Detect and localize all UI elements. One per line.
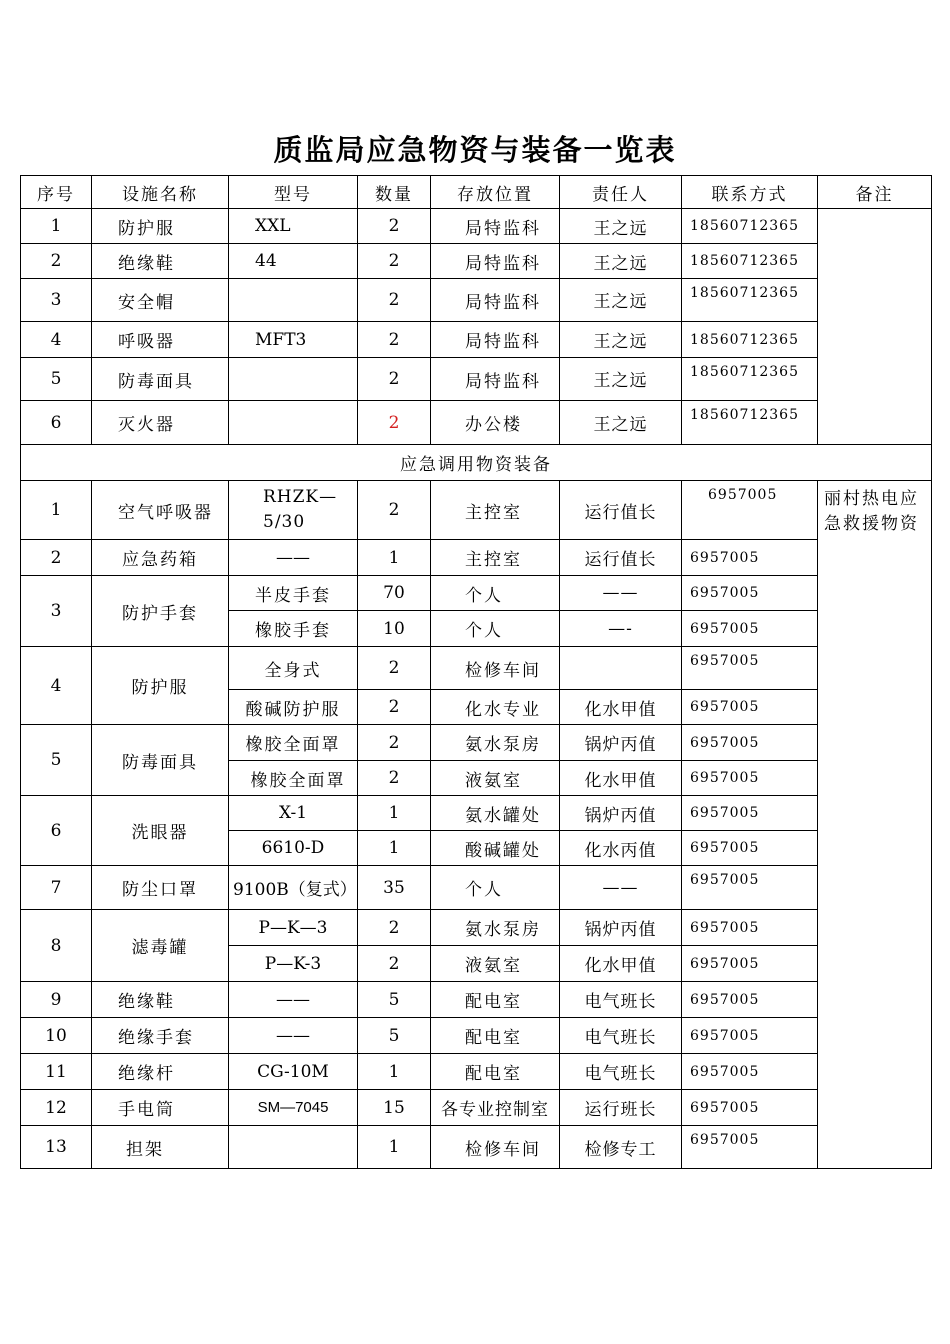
section-row	[21, 445, 932, 481]
item-model: RHZK—5/30	[229, 481, 358, 540]
item-name: 绝缘手套	[92, 1018, 229, 1054]
item-phone: 18560712365	[682, 358, 818, 401]
item-phone: 6957005	[682, 611, 818, 647]
row-number: 4	[21, 647, 92, 725]
item-name: 灭火器	[92, 401, 229, 445]
item-responsible: 王之远	[560, 358, 682, 401]
row-number: 10	[21, 1018, 92, 1054]
table-row	[21, 982, 932, 1018]
item-responsible: 电气班长	[560, 1054, 682, 1090]
item-model	[229, 401, 358, 445]
item-phone: 6957005	[682, 647, 818, 690]
item-qty: 2	[358, 910, 431, 946]
item-location: 酸碱罐处	[431, 831, 560, 866]
item-qty: 1	[358, 831, 431, 866]
item-name: 防护手套	[92, 576, 229, 647]
item-qty: 1	[358, 540, 431, 576]
item-phone: 6957005	[682, 1054, 818, 1090]
item-phone: 6957005	[682, 1090, 818, 1126]
item-location: 液氨室	[431, 946, 560, 982]
item-phone: 6957005	[682, 481, 818, 540]
header-row	[21, 176, 932, 209]
item-qty: 2	[358, 725, 431, 761]
item-phone: 6957005	[682, 576, 818, 611]
item-phone: 6957005	[682, 690, 818, 725]
item-name: 担架	[92, 1126, 229, 1169]
equipment-table	[20, 175, 932, 1169]
remark-cell	[818, 209, 932, 445]
item-responsible: 运行值长	[560, 481, 682, 540]
item-qty: 70	[358, 576, 431, 611]
item-model: SM—7045	[229, 1090, 358, 1126]
item-location: 氨水泵房	[431, 725, 560, 761]
item-model	[229, 279, 358, 322]
item-responsible	[560, 647, 682, 690]
item-name: 绝缘鞋	[92, 244, 229, 279]
item-location: 个人	[431, 611, 560, 647]
item-model: 橡胶手套	[229, 611, 358, 647]
row-number: 2	[21, 540, 92, 576]
item-responsible: 化水丙值	[560, 831, 682, 866]
item-model: P—K—3	[229, 910, 358, 946]
table-row	[21, 540, 932, 576]
item-model: 橡胶全面罩	[229, 725, 358, 761]
item-qty: 15	[358, 1090, 431, 1126]
item-phone: 6957005	[682, 540, 818, 576]
item-responsible: 化水甲值	[560, 761, 682, 796]
table-row	[21, 1090, 932, 1126]
item-responsible: ——	[560, 576, 682, 611]
item-model: ——	[229, 982, 358, 1018]
item-location: 局特监科	[431, 358, 560, 401]
row-number: 9	[21, 982, 92, 1018]
item-name: 防毒面具	[92, 725, 229, 796]
row-number: 8	[21, 910, 92, 982]
item-name: 防护服	[92, 647, 229, 725]
item-phone: 18560712365	[682, 401, 818, 445]
item-location: 局特监科	[431, 244, 560, 279]
item-qty: 1	[358, 1054, 431, 1090]
item-name: 应急药箱	[92, 540, 229, 576]
item-phone: 6957005	[682, 796, 818, 831]
item-model: 半皮手套	[229, 576, 358, 611]
item-location: 氨水泵房	[431, 910, 560, 946]
item-phone: 18560712365	[682, 209, 818, 244]
item-qty: 2	[358, 690, 431, 725]
item-responsible: 锅炉丙值	[560, 910, 682, 946]
row-number: 1	[21, 481, 92, 540]
row-number: 3	[21, 576, 92, 647]
item-model: ——	[229, 1018, 358, 1054]
item-name: 呼吸器	[92, 322, 229, 358]
row-number: 12	[21, 1090, 92, 1126]
item-name: 空气呼吸器	[92, 481, 229, 540]
item-location: 个人	[431, 866, 560, 910]
table-row	[21, 866, 932, 910]
header-cell: 联系方式	[682, 176, 818, 209]
item-location: 主控室	[431, 481, 560, 540]
item-phone: 18560712365	[682, 279, 818, 322]
item-name: 防毒面具	[92, 358, 229, 401]
item-phone: 6957005	[682, 982, 818, 1018]
item-responsible: 电气班长	[560, 982, 682, 1018]
table-row	[21, 1126, 932, 1169]
item-name: 防尘口罩	[92, 866, 229, 910]
row-number: 4	[21, 322, 92, 358]
item-location: 局特监科	[431, 209, 560, 244]
item-qty: 35	[358, 866, 431, 910]
item-qty: 2	[358, 946, 431, 982]
item-phone: 6957005	[682, 725, 818, 761]
item-qty: 2	[358, 244, 431, 279]
row-number: 7	[21, 866, 92, 910]
item-qty: 2	[358, 279, 431, 322]
row-number: 11	[21, 1054, 92, 1090]
row-number: 5	[21, 725, 92, 796]
section-title: 应急调用物资装备	[21, 445, 932, 481]
item-model: 44	[229, 244, 358, 279]
header-cell: 数量	[358, 176, 431, 209]
item-qty: 2	[358, 358, 431, 401]
item-location: 各专业控制室	[431, 1090, 560, 1126]
header-cell: 备注	[818, 176, 932, 209]
item-model: CG-10M	[229, 1054, 358, 1090]
item-location: 氨水罐处	[431, 796, 560, 831]
item-model	[229, 358, 358, 401]
item-qty: 2	[358, 761, 431, 796]
item-qty: 2	[358, 647, 431, 690]
item-qty: 1	[358, 1126, 431, 1169]
header-cell: 设施名称	[92, 176, 229, 209]
item-responsible: 王之远	[560, 401, 682, 445]
item-location: 配电室	[431, 982, 560, 1018]
item-qty: 10	[358, 611, 431, 647]
row-number: 6	[21, 401, 92, 445]
item-phone: 6957005	[682, 946, 818, 982]
row-number: 3	[21, 279, 92, 322]
item-phone: 6957005	[682, 761, 818, 796]
item-location: 液氨室	[431, 761, 560, 796]
item-responsible: 王之远	[560, 209, 682, 244]
item-name: 滤毒罐	[92, 910, 229, 982]
header-cell: 型号	[229, 176, 358, 209]
table-row	[21, 647, 932, 690]
item-model	[229, 1126, 358, 1169]
item-phone: 6957005	[682, 1126, 818, 1169]
item-responsible: 运行值长	[560, 540, 682, 576]
item-model: 9100B（复式）	[229, 866, 358, 910]
row-number: 6	[21, 796, 92, 866]
item-model: 全身式	[229, 647, 358, 690]
table-row	[21, 910, 932, 946]
item-location: 局特监科	[431, 279, 560, 322]
item-responsible: 王之远	[560, 244, 682, 279]
header-cell: 存放位置	[431, 176, 560, 209]
item-qty: 5	[358, 1018, 431, 1054]
item-responsible: 电气班长	[560, 1018, 682, 1054]
item-model: X-1	[229, 796, 358, 831]
item-model: 橡胶全面罩	[229, 761, 358, 796]
item-location: 化水专业	[431, 690, 560, 725]
remark-cell: 丽村热电应急救援物资	[818, 481, 932, 1169]
table-row	[21, 1054, 932, 1090]
item-name: 安全帽	[92, 279, 229, 322]
item-name: 绝缘鞋	[92, 982, 229, 1018]
table-row	[21, 322, 932, 358]
item-name: 手电筒	[92, 1090, 229, 1126]
table-row	[21, 576, 932, 611]
table-row	[21, 1018, 932, 1054]
item-model: MFT3	[229, 322, 358, 358]
item-responsible: 王之远	[560, 322, 682, 358]
item-responsible: 锅炉丙值	[560, 796, 682, 831]
item-model: ——	[229, 540, 358, 576]
item-qty: 2	[358, 209, 431, 244]
header-cell: 责任人	[560, 176, 682, 209]
item-responsible: 锅炉丙值	[560, 725, 682, 761]
item-location: 办公楼	[431, 401, 560, 445]
header-cell: 序号	[21, 176, 92, 209]
item-name: 防护服	[92, 209, 229, 244]
item-model: P—K-3	[229, 946, 358, 982]
page-title: 质监局应急物资与装备一览表	[273, 133, 677, 167]
item-qty: 1	[358, 796, 431, 831]
item-name: 绝缘杆	[92, 1054, 229, 1090]
item-qty: 2	[358, 481, 431, 540]
item-responsible: 运行班长	[560, 1090, 682, 1126]
item-location: 局特监科	[431, 322, 560, 358]
item-location: 检修车间	[431, 1126, 560, 1169]
item-location: 检修车间	[431, 647, 560, 690]
table-row	[21, 796, 932, 831]
table-row	[21, 244, 932, 279]
table-row	[21, 481, 932, 540]
row-number: 5	[21, 358, 92, 401]
item-responsible: ——	[560, 866, 682, 910]
item-phone: 6957005	[682, 866, 818, 910]
item-responsible: 化水甲值	[560, 690, 682, 725]
item-qty: 5	[358, 982, 431, 1018]
item-phone: 18560712365	[682, 322, 818, 358]
item-responsible: 化水甲值	[560, 946, 682, 982]
table-row	[21, 358, 932, 401]
item-responsible: —-	[560, 611, 682, 647]
table-row	[21, 401, 932, 445]
item-qty: 2	[358, 322, 431, 358]
row-number: 13	[21, 1126, 92, 1169]
item-location: 主控室	[431, 540, 560, 576]
table-row	[21, 725, 932, 761]
item-model: 6610-D	[229, 831, 358, 866]
item-phone: 18560712365	[682, 244, 818, 279]
table-row	[21, 209, 932, 244]
row-number: 2	[21, 244, 92, 279]
item-location: 配电室	[431, 1054, 560, 1090]
item-phone: 6957005	[682, 910, 818, 946]
item-model: XXL	[229, 209, 358, 244]
item-phone: 6957005	[682, 831, 818, 866]
item-qty: 2	[358, 401, 431, 445]
item-name: 洗眼器	[92, 796, 229, 866]
row-number: 1	[21, 209, 92, 244]
item-location: 配电室	[431, 1018, 560, 1054]
table-row	[21, 279, 932, 322]
item-location: 个人	[431, 576, 560, 611]
item-model: 酸碱防护服	[229, 690, 358, 725]
item-responsible: 检修专工	[560, 1126, 682, 1169]
item-responsible: 王之远	[560, 279, 682, 322]
item-phone: 6957005	[682, 1018, 818, 1054]
